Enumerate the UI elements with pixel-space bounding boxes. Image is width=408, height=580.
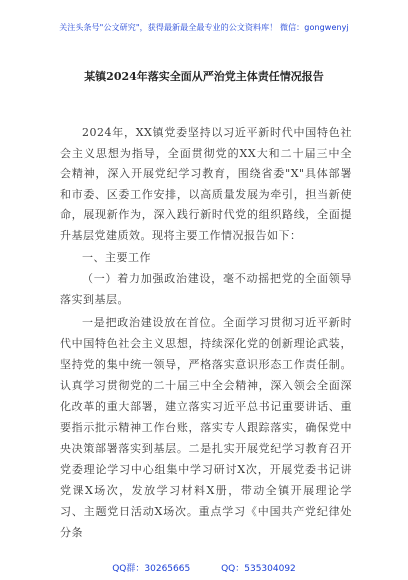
footer-qq-group: QQ群：30265665 xyxy=(112,564,191,574)
subsection-heading-political-building: （一）着力加强政治建设，毫不动摇把党的全面领导落实到基层。 xyxy=(60,272,352,306)
header-promo-banner: 关注头条号"公文研究"，获得最新最全最专业的公文资料库！ 微信：gongwenyj xyxy=(59,23,349,32)
footer-qq-number: QQ：535304092 xyxy=(221,564,296,574)
document-title: 某镇2024年落实全面从严治党主体责任情况报告 xyxy=(84,70,324,83)
paragraph-intro: 2024年，XX镇党委坚持以习近平新时代中国特色社会主义思想为指导，全面贯彻党的XX大和二十届三中全会精神，深入开展党纪学习教育，围绕省委"X"具体部署和市委、区委工作安排，以高质量发展为牵引，担当新使命，展现新作为，深入践行新时代党的组织路线，全面提升基层党建质效。现将主要工作情况报告如下： xyxy=(60,126,352,242)
paragraph-body: 一是把政治建设放在首位。全面学习贯彻习近平新时代中国特色社会主义思想，持续深化党的创新理论武装，坚持党的集中统一领导，严格落实意识形态工作责任制。认真学习贯彻党的二十届三中全会精神，深入领会全面深化改革的重大部署，建立落实习近平总书记重要讲话、重要指示批示精神工作台账，落实专人跟踪落实，确保党中央决策部署落实到基层。二是扎实开展党纪学习教育召开党委理论学习中心组集中学习研讨X次，开展党委书记讲党课X场次，发放学习材料X册，带动全镇开展理论学习、主题党日活动X场次。重点学习《中国共产党纪律处分条 xyxy=(60,316,352,539)
footer-contact xyxy=(0,561,408,574)
section-heading-main-work: 一、主要工作 xyxy=(82,251,151,264)
